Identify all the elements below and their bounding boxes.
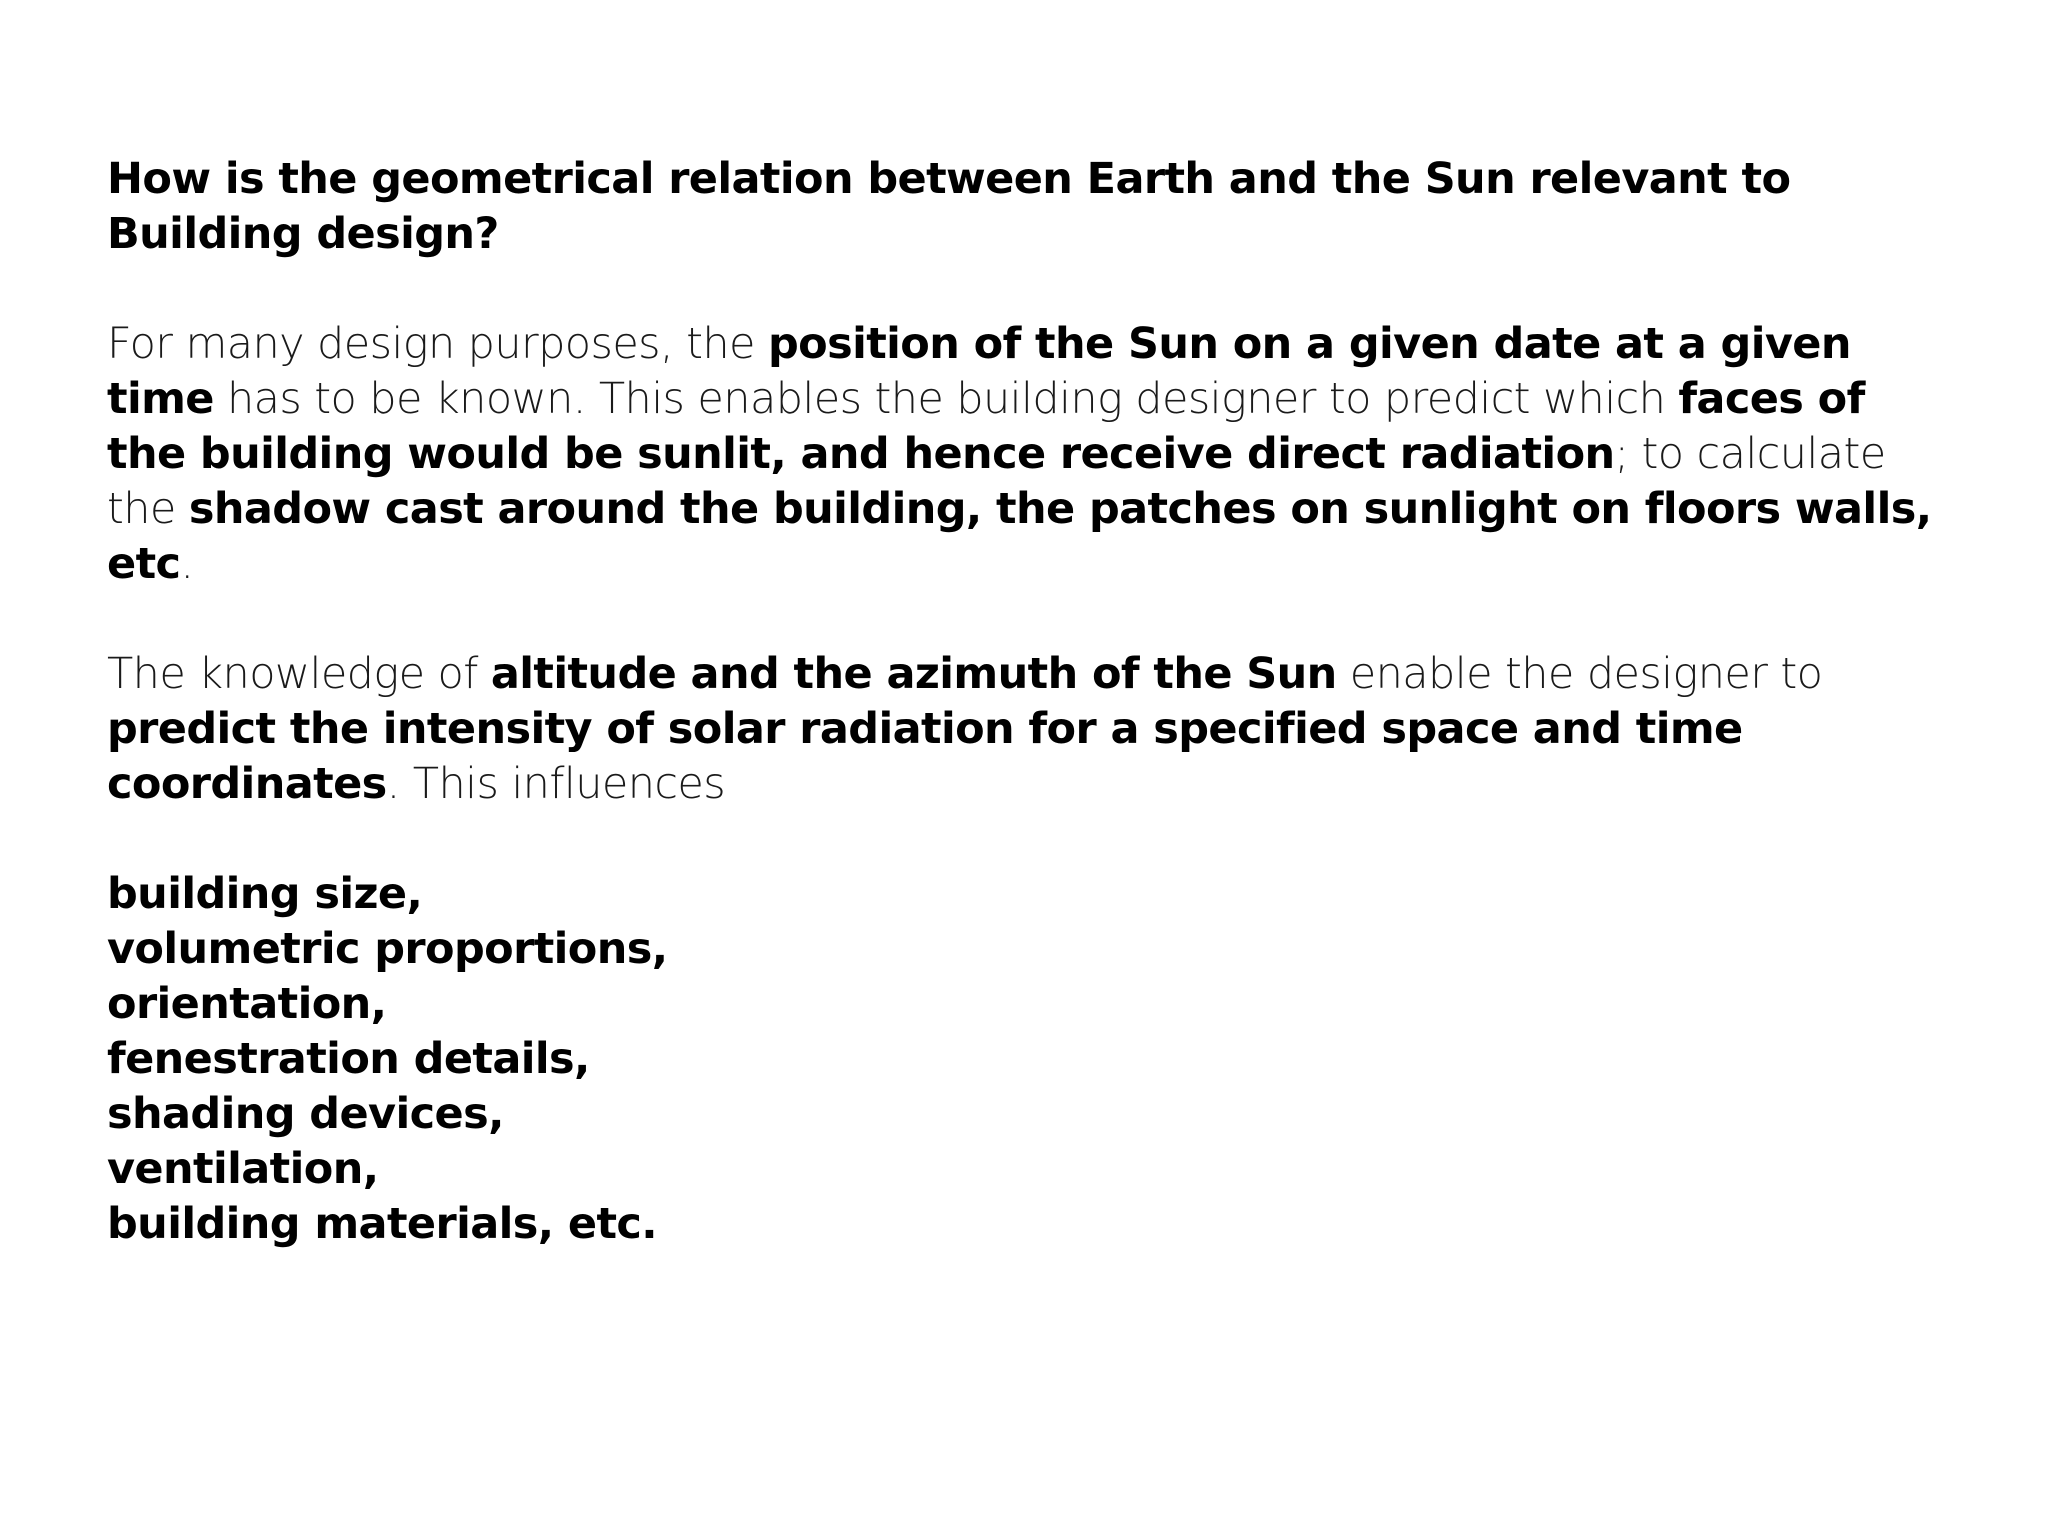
list-item: orientation, <box>107 979 387 1029</box>
paragraph-text: ; to calculate the <box>107 429 1886 534</box>
slide-heading: How is the geometrical relation between Earth and the Sun relevant to Building design? <box>107 154 1791 259</box>
influences-list <box>107 867 1957 1252</box>
paragraph-text: . <box>180 539 194 589</box>
emphasis-text: altitude and the azimuth of the Sun <box>490 649 1337 699</box>
list-item: building size, <box>107 869 423 919</box>
emphasis-text: faces of the building would be sunlit, and hence receive direct radiation <box>107 374 1865 479</box>
paragraph-text: has to be known. This enables the building designer to predict which <box>213 374 1679 424</box>
slide-content <box>107 152 1957 1252</box>
list-item: volumetric proportions, <box>107 924 668 974</box>
paragraph-altitude-azimuth <box>107 647 1957 812</box>
paragraph-text: enable the designer to <box>1336 649 1823 699</box>
list-item: building materials, etc. <box>107 1199 658 1249</box>
list-item: fenestration details, <box>107 1034 590 1084</box>
paragraph-text: For many design purposes, the <box>107 319 768 369</box>
list-item: ventilation, <box>107 1144 379 1194</box>
paragraph-sun-position <box>107 317 1957 592</box>
paragraph-text: . This influences <box>386 759 726 809</box>
emphasis-text: shadow cast around the building, the patches on sunlight on floors walls, etc <box>107 484 1932 589</box>
emphasis-text: position of the Sun on a given date at a given time <box>107 319 1851 424</box>
list-item: shading devices, <box>107 1089 504 1139</box>
paragraph-text: The knowledge of <box>107 649 491 699</box>
emphasis-text: predict the intensity of solar radiation for a specified space and time coordinates <box>107 704 1743 809</box>
